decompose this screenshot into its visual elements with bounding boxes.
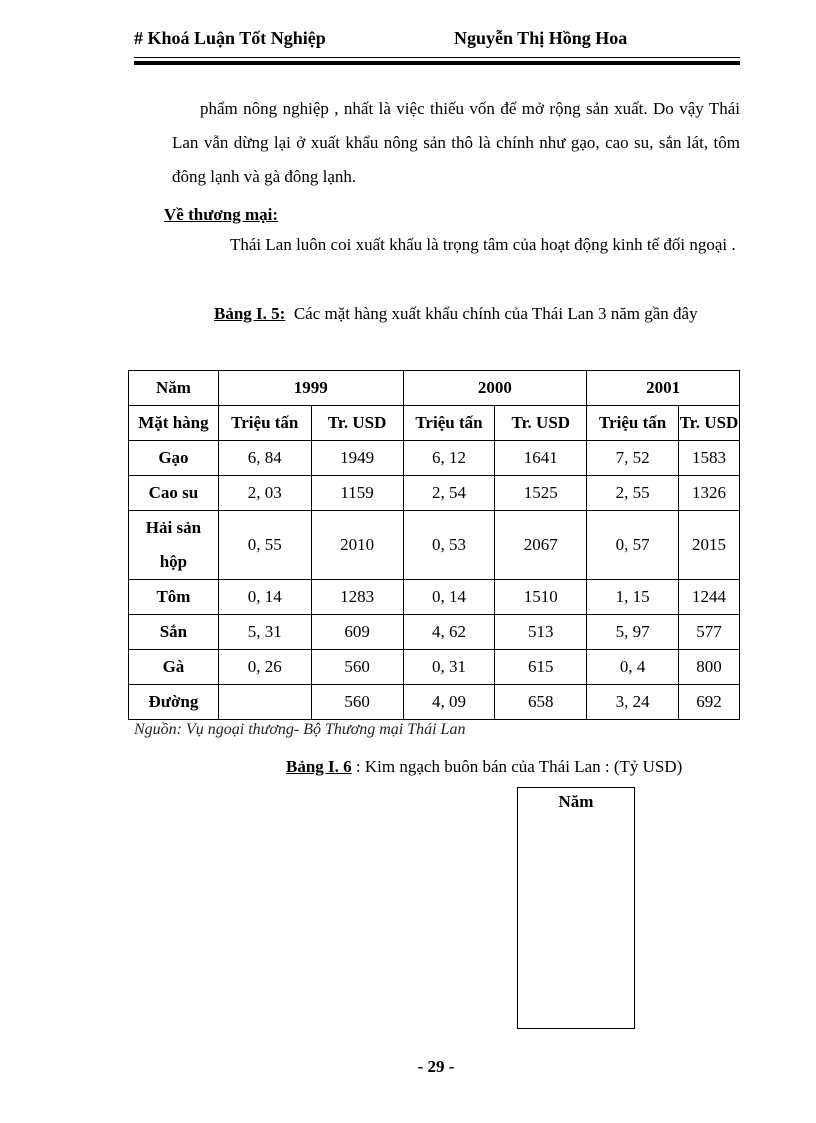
value-cell xyxy=(218,685,311,720)
table2-caption-text: : Kim ngạch buôn bán của Thái Lan : (Tỷ USD) xyxy=(351,757,683,776)
table2-caption xyxy=(286,757,682,777)
value-cell: 6, 84 xyxy=(218,441,311,476)
value-cell: 615 xyxy=(495,650,587,685)
value-cell: 2067 xyxy=(495,511,587,580)
value-cell: 1525 xyxy=(495,476,587,511)
unit-header-cell: Triệu tấn xyxy=(218,406,311,441)
value-cell: 2015 xyxy=(679,511,740,580)
value-cell: 1326 xyxy=(679,476,740,511)
value-cell: 1641 xyxy=(495,441,587,476)
table-header-row-years xyxy=(129,371,740,406)
value-cell: 577 xyxy=(679,615,740,650)
item-name-cell: Gà xyxy=(129,650,219,685)
value-cell: 0, 4 xyxy=(587,650,679,685)
value-cell: 2, 54 xyxy=(403,476,495,511)
table-row xyxy=(129,650,740,685)
paragraph-trade-text: Thái Lan luôn coi xuất khẩu là trọng tâm của hoạt động kinh tế đối ngoại . xyxy=(230,235,736,254)
item-name-cell: Đường xyxy=(129,685,219,720)
value-cell: 7, 52 xyxy=(587,441,679,476)
value-cell: 560 xyxy=(311,685,403,720)
value-cell: 658 xyxy=(495,685,587,720)
section-heading-trade: Về thương mại: xyxy=(164,205,279,224)
header-rule-thick xyxy=(134,61,740,65)
value-cell: 1244 xyxy=(679,580,740,615)
table-header-row-units xyxy=(129,406,740,441)
page-header xyxy=(134,28,740,52)
unit-header-cell: Triệu tấn xyxy=(587,406,679,441)
paragraph-agriculture-text: phẩm nông nghiệp , nhất là việc thiếu vốn để mở rộng sản xuất. Do vậy Thái Lan vẫn dừng lại ở xuất khẩu nông sản thô là chính như gạo, cao su, sắn lát, tôm đông lạnh và gà đông lạnh. xyxy=(172,99,740,186)
unit-header-cell: Triệu tấn xyxy=(403,406,495,441)
value-cell: 0, 26 xyxy=(218,650,311,685)
value-cell: 4, 62 xyxy=(403,615,495,650)
value-cell: 513 xyxy=(495,615,587,650)
value-cell: 5, 31 xyxy=(218,615,311,650)
page-number: - 29 - xyxy=(417,1057,455,1076)
table-row xyxy=(129,476,740,511)
table2-caption-label: Bảng I. 6 xyxy=(286,757,352,776)
value-cell: 0, 57 xyxy=(587,511,679,580)
export-table xyxy=(128,370,740,720)
year-2000-cell: 2000 xyxy=(403,371,587,406)
item-header-cell: Mặt hàng xyxy=(129,406,219,441)
value-cell: 1510 xyxy=(495,580,587,615)
unit-header-cell: Tr. USD xyxy=(311,406,403,441)
value-cell: 560 xyxy=(311,650,403,685)
year-header-cell: Năm xyxy=(129,371,219,406)
value-cell: 2010 xyxy=(311,511,403,580)
item-name-cell: Gạo xyxy=(129,441,219,476)
table-row xyxy=(129,615,740,650)
unit-header-cell: Tr. USD xyxy=(495,406,587,441)
value-cell: 0, 55 xyxy=(218,511,311,580)
value-cell: 692 xyxy=(679,685,740,720)
table-row xyxy=(129,441,740,476)
item-name-cell: Tôm xyxy=(129,580,219,615)
value-cell: 1159 xyxy=(311,476,403,511)
header-thesis-title: # Khoá Luận Tốt Nghiệp xyxy=(134,28,326,48)
value-cell: 2, 55 xyxy=(587,476,679,511)
value-cell: 1283 xyxy=(311,580,403,615)
unit-header-cell: Tr. USD xyxy=(679,406,740,441)
item-name-cell: Sắn xyxy=(129,615,219,650)
table-row xyxy=(129,511,740,580)
value-cell: 609 xyxy=(311,615,403,650)
header-rule-thin xyxy=(134,57,740,58)
item-name-cell: Hải sản hộp xyxy=(129,511,219,580)
value-cell: 5, 97 xyxy=(587,615,679,650)
value-cell: 2, 03 xyxy=(218,476,311,511)
value-cell: 1, 15 xyxy=(587,580,679,615)
value-cell: 3, 24 xyxy=(587,685,679,720)
table-row xyxy=(129,685,740,720)
table1-caption-label: Bảng I. 5: xyxy=(214,304,286,323)
header-author: Nguyễn Thị Hồng Hoa xyxy=(454,28,628,48)
value-cell: 0, 53 xyxy=(403,511,495,580)
table1-caption-text: Các mặt hàng xuất khẩu chính của Thái Lan 3 năm gần đây xyxy=(293,304,698,323)
item-name-cell: Cao su xyxy=(129,476,219,511)
value-cell: 1949 xyxy=(311,441,403,476)
value-cell: 800 xyxy=(679,650,740,685)
paragraph-agriculture xyxy=(172,92,740,194)
year-2001-cell: 2001 xyxy=(587,371,740,406)
value-cell: 0, 14 xyxy=(218,580,311,615)
value-cell: 6, 12 xyxy=(403,441,495,476)
value-cell: 4, 09 xyxy=(403,685,495,720)
table-row xyxy=(129,580,740,615)
value-cell: 1583 xyxy=(679,441,740,476)
table2-year-header: Năm xyxy=(558,792,594,811)
value-cell: 0, 31 xyxy=(403,650,495,685)
year-1999-cell: 1999 xyxy=(218,371,403,406)
value-cell: 0, 14 xyxy=(403,580,495,615)
table1-source: Nguồn: Vụ ngoại thương- Bộ Thương mại Thái Lan xyxy=(134,721,466,738)
paragraph-trade xyxy=(172,228,740,262)
table1-caption xyxy=(172,297,740,331)
table2-box xyxy=(517,787,635,1029)
